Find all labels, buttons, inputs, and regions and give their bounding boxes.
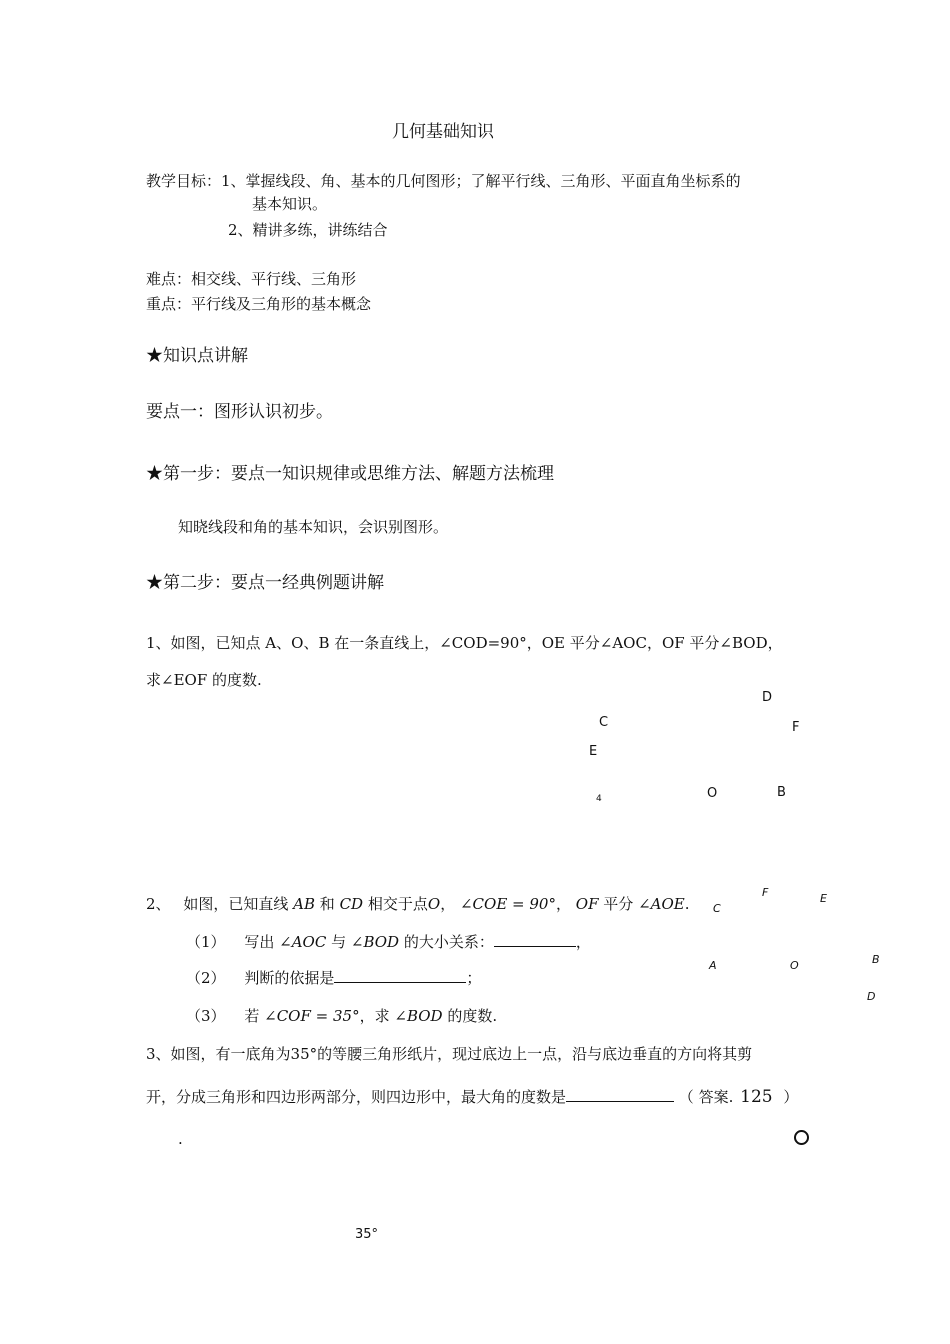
problem3-trailing-dot: . bbox=[178, 1130, 183, 1148]
step-two-heading: ★第二步：要点一经典例题讲解 bbox=[146, 573, 384, 593]
figure2-label-b: B bbox=[872, 953, 880, 966]
sub2-text-a: 判断的依据是 bbox=[244, 969, 335, 987]
sub1-angle-aoc: ∠AOC bbox=[279, 933, 327, 951]
figure2-label-o: O bbox=[790, 959, 799, 972]
step-one-text: 知晓线段和角的基本知识，会识别图形。 bbox=[178, 518, 449, 536]
figure2-label-f: F bbox=[762, 886, 769, 899]
problem3-answer-value: 125 bbox=[740, 1087, 773, 1107]
sub3-angle-cof: ∠COF = 35° bbox=[264, 1007, 360, 1025]
sub2-number: （2） bbox=[186, 969, 226, 987]
point-one-heading: 要点一：图形认识初步。 bbox=[146, 402, 333, 422]
figure2-label-d: D bbox=[867, 990, 876, 1003]
problem2-text-c: 相交于点 bbox=[367, 895, 428, 913]
problem2-text-e: 平分 bbox=[603, 895, 634, 913]
problem3-line2 bbox=[146, 1086, 798, 1107]
difficulty-line: 难点：相交线、平行线、三角形 bbox=[146, 270, 357, 288]
problem2-line-ab: AB bbox=[293, 895, 315, 913]
sub1-text-c: 的大小关系： bbox=[403, 933, 494, 951]
figure1-label-o: O bbox=[707, 786, 718, 801]
sub1-number: （1） bbox=[186, 933, 226, 951]
sub1-text-a: 写出 bbox=[244, 933, 275, 951]
sub1-angle-bod: ∠BOD bbox=[350, 933, 400, 951]
problem2-ray-of: OF bbox=[575, 895, 599, 913]
sub2-answer-blank bbox=[334, 968, 466, 983]
problem2-text-a: 如图，已知直线 bbox=[183, 895, 289, 913]
figure2-label-a: A bbox=[709, 959, 717, 972]
figure1-label-d: D bbox=[762, 690, 773, 705]
problem2-sub3 bbox=[186, 1005, 497, 1026]
problem2-line-cd: CD bbox=[339, 895, 364, 913]
problem2-text-d: ， bbox=[555, 895, 571, 913]
key-point-line: 重点：平行线及三角形的基本概念 bbox=[146, 295, 372, 313]
sub2-end: ； bbox=[466, 969, 482, 987]
problem3-line1: 3、如图，有一底角为35°的等腰三角形纸片，现过底边上一点，沿与底边垂直的方向将其剪 bbox=[146, 1045, 753, 1063]
sub3-number: （3） bbox=[186, 1007, 226, 1025]
figure1-label-b: B bbox=[777, 785, 786, 800]
sub1-end: ， bbox=[575, 933, 591, 951]
problem2-angle-aoe: ∠AOE bbox=[638, 895, 685, 913]
problem3-answer-blank bbox=[566, 1087, 674, 1102]
sub3-text-c: 的度数. bbox=[447, 1007, 498, 1025]
problem2-text-b: 和 bbox=[319, 895, 335, 913]
figure1-label-e: E bbox=[589, 744, 598, 759]
objective-2: 2、精讲多练，讲练结合 bbox=[228, 221, 388, 239]
sub3-angle-bod: ∠BOD bbox=[394, 1007, 443, 1025]
figure1-label-c: C bbox=[599, 715, 609, 730]
figure2-label-c: C bbox=[713, 902, 721, 915]
figure3-angle-label: 35° bbox=[355, 1227, 379, 1242]
sub1-text-b: 与 bbox=[331, 933, 347, 951]
problem2-sub2 bbox=[186, 967, 481, 988]
problem2-point-o: O bbox=[427, 895, 441, 913]
problem2-intro bbox=[146, 893, 690, 914]
page-title: 几何基础知识 bbox=[392, 122, 494, 142]
problem1-line2: 求∠EOF 的度数. bbox=[146, 671, 262, 689]
problem2-number: 2、 bbox=[146, 895, 171, 913]
sub3-text-a: 若 bbox=[244, 1007, 260, 1025]
problem2-sub1 bbox=[186, 931, 591, 952]
problem3-answer-open: （ 答案. bbox=[678, 1088, 734, 1106]
sub1-answer-blank bbox=[494, 932, 576, 947]
figure1-label-f: F bbox=[792, 720, 800, 735]
objective-1: 1、掌握线段、角、基本的几何图形；了解平行线、三角形、平面直角坐标系的 bbox=[221, 172, 741, 190]
step-one-heading: ★第一步：要点一知识规律或思维方法、解题方法梳理 bbox=[146, 464, 554, 484]
section-knowledge-heading: ★知识点讲解 bbox=[146, 346, 248, 366]
problem2-angle-coe: ∠COE = 90° bbox=[459, 895, 556, 913]
problem2-comma: ， bbox=[440, 895, 456, 913]
figure1-label-a: 4 bbox=[596, 794, 602, 804]
problem1-line1: 1、如图，已知点 A、O、B 在一条直线上，∠COD=90°，OE 平分∠AOC，OF 平分∠BOD， bbox=[146, 634, 783, 652]
figure2-label-e: E bbox=[820, 892, 827, 905]
objectives-label: 教学目标： bbox=[146, 172, 222, 190]
degree-circle-icon bbox=[794, 1130, 809, 1145]
objective-1-continued: 基本知识。 bbox=[252, 195, 328, 213]
problem2-period: . bbox=[684, 895, 690, 913]
sub3-text-b: ，求 bbox=[359, 1007, 390, 1025]
problem3-answer-close: ） bbox=[783, 1088, 799, 1106]
objectives-line1 bbox=[146, 170, 741, 191]
problem3-text: 开，分成三角形和四边形两部分，则四边形中，最大角的度数是 bbox=[146, 1088, 567, 1106]
